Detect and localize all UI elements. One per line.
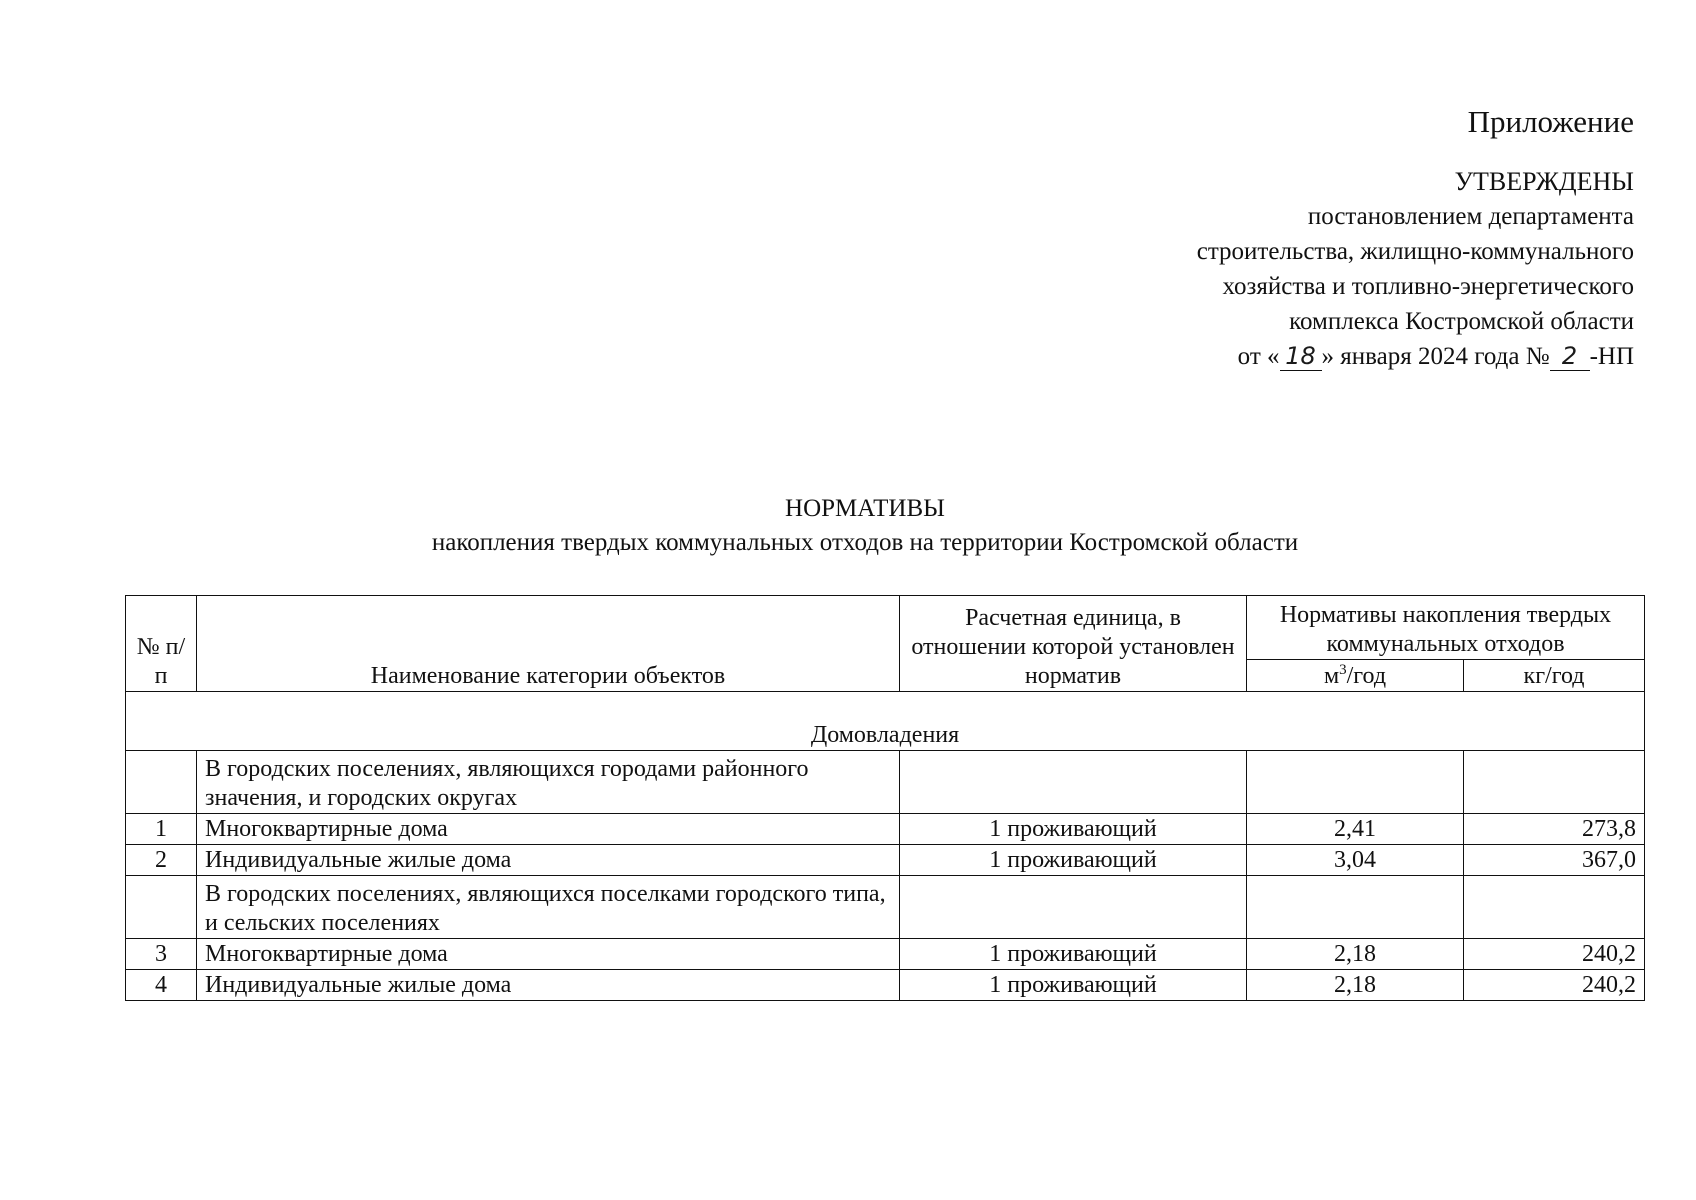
group-num-cell — [126, 751, 197, 814]
norms-table — [125, 595, 1645, 1001]
approval-line: комплекса Костромской области — [1289, 308, 1634, 335]
row-unit: 1 проживающий — [900, 845, 1247, 876]
group-row — [126, 751, 1645, 814]
row-kg: 240,2 — [1464, 939, 1645, 970]
approval-line: строительства, жилищно-коммунального — [1196, 238, 1634, 265]
approval-header — [1197, 102, 1634, 374]
row-num: 3 — [126, 939, 197, 970]
row-num: 4 — [126, 970, 197, 1001]
row-kg: 240,2 — [1464, 970, 1645, 1001]
group-m3-cell — [1247, 876, 1464, 939]
row-unit: 1 проживающий — [900, 970, 1247, 1001]
document-subtitle: накопления твердых коммунальных отходов на территории Костромской области — [431, 529, 1299, 556]
doc-suffix: -НП — [1589, 343, 1634, 370]
table-row — [126, 814, 1645, 845]
header-norms: Нормативы накопления твердых коммунальных отходов — [1247, 596, 1645, 660]
handwritten-day: 18 — [1280, 342, 1322, 371]
header-name: Наименование категории объектов — [197, 596, 900, 692]
row-name: Индивидуальные жилые дома — [197, 845, 900, 876]
group-row — [126, 876, 1645, 939]
document-title: НОРМАТИВЫ — [785, 495, 945, 522]
group-unit-cell — [900, 751, 1247, 814]
header-m3-rest: /год — [1346, 663, 1387, 689]
header-m3 — [1247, 660, 1464, 692]
header-m3-sup: 3 — [1339, 662, 1347, 678]
row-name: Многоквартирные дома — [197, 814, 900, 845]
table-row — [126, 970, 1645, 1001]
document-title-block — [0, 492, 1696, 560]
section-title: Домовладения — [126, 692, 1645, 751]
approval-date-line — [1197, 339, 1634, 374]
group-num-cell — [126, 876, 197, 939]
group-kg-cell — [1464, 876, 1645, 939]
date-middle: » января 2024 года № — [1321, 343, 1550, 370]
approval-line: хозяйства и топливно-энергетического — [1222, 273, 1634, 300]
row-m3: 2,18 — [1247, 970, 1464, 1001]
group-kg-cell — [1464, 751, 1645, 814]
row-unit: 1 проживающий — [900, 939, 1247, 970]
row-kg: 273,8 — [1464, 814, 1645, 845]
group-title: В городских поселениях, являющихся городами районного значения, и городских округах — [197, 751, 900, 814]
row-num: 1 — [126, 814, 197, 845]
row-num: 2 — [126, 845, 197, 876]
group-unit-cell — [900, 876, 1247, 939]
header-num: № п/п — [126, 596, 197, 692]
header-kg: кг/год — [1464, 660, 1645, 692]
table-row — [126, 939, 1645, 970]
table-header-row — [126, 596, 1645, 660]
section-row — [126, 692, 1645, 751]
row-m3: 2,18 — [1247, 939, 1464, 970]
approval-line: постановлением департамента — [1307, 203, 1634, 230]
group-title: В городских поселениях, являющихся поселками городского типа, и сельских поселениях — [197, 876, 900, 939]
table-row — [126, 845, 1645, 876]
handwritten-doc-number: 2 — [1550, 342, 1590, 371]
row-unit: 1 проживающий — [900, 814, 1247, 845]
row-m3: 3,04 — [1247, 845, 1464, 876]
header-m3-base: м — [1323, 663, 1340, 689]
row-name: Индивидуальные жилые дома — [197, 970, 900, 1001]
group-m3-cell — [1247, 751, 1464, 814]
appendix-label: Приложение — [1467, 104, 1634, 139]
approved-label: УТВЕРЖДЕНЫ — [1454, 167, 1634, 196]
row-m3: 2,41 — [1247, 814, 1464, 845]
header-unit: Расчетная единица, в отношении которой установлен норматив — [900, 596, 1247, 692]
row-kg: 367,0 — [1464, 845, 1645, 876]
row-name: Многоквартирные дома — [197, 939, 900, 970]
date-prefix: от « — [1237, 343, 1280, 370]
